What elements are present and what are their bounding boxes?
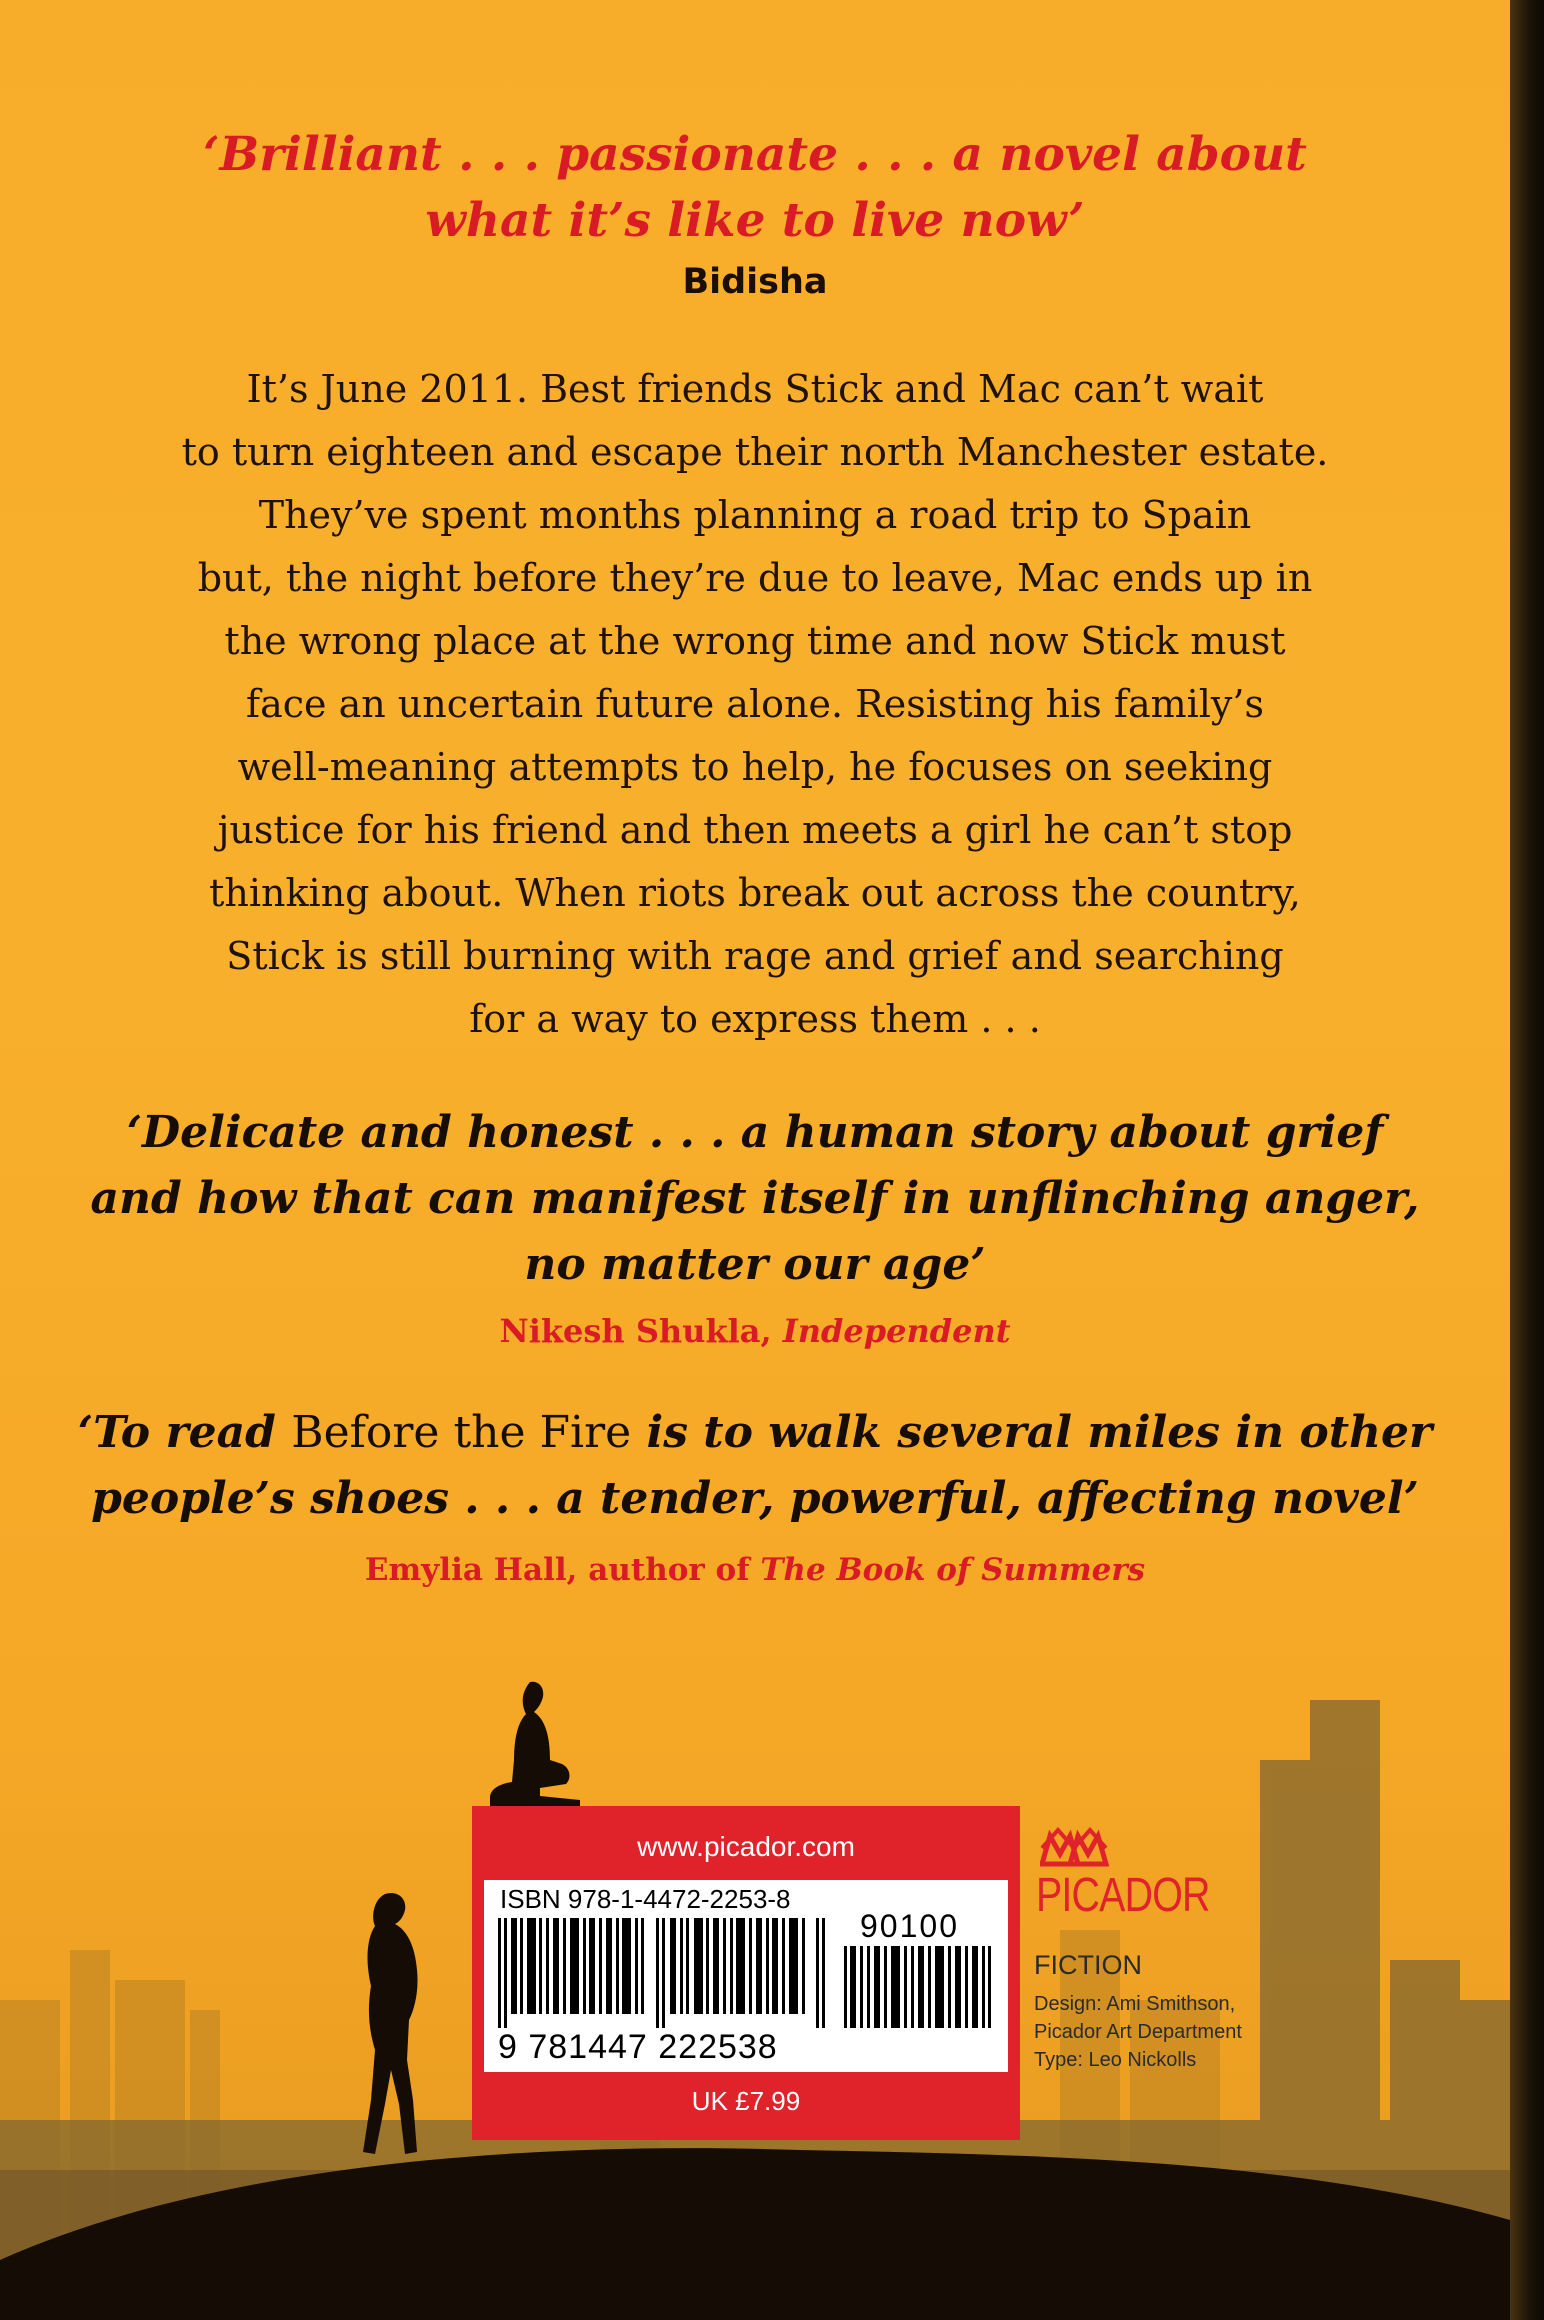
barcode-addon-number: 90100 [860, 1908, 959, 1944]
quote-top [0, 122, 1510, 254]
quote-bottom-line [0, 1400, 1510, 1466]
credit-line: Picador Art Department [1034, 2021, 1242, 2043]
ean-number: 9 781447 222538 [498, 2028, 778, 2066]
addon-barcode [844, 1946, 994, 2028]
book-blurb [120, 358, 1390, 1051]
quote-top-attribution: Bidisha [682, 262, 828, 302]
quote-bottom [0, 1400, 1510, 1532]
credit-line: Design: Ami Smithson, [1034, 1993, 1236, 2015]
picador-logo-icon [1040, 1824, 1110, 1870]
attribution-name: Emylia Hall, author of [364, 1552, 761, 1588]
blurb-line: They’ve spent months planning a road trip to Spain [258, 493, 1252, 537]
publisher-url: www.picador.com [484, 1818, 1008, 1880]
quote-middle-attribution [0, 1312, 1510, 1350]
quote-middle-line: no matter our age’ [524, 1239, 986, 1290]
book-title-mention: Before the Fire [291, 1407, 632, 1458]
quote-bottom-line: people’s shoes . . . a tender, powerful, affecting novel’ [91, 1473, 1419, 1524]
sitting-figure-silhouette [470, 1676, 580, 1808]
barcode-panel [472, 1806, 1020, 2140]
blurb-line: Stick is still burning with rage and grief and searching [226, 934, 1284, 978]
blurb-line: justice for his friend and then meets a girl he can’t stop [217, 808, 1293, 852]
design-credits [1034, 1990, 1242, 2074]
quote-middle-line: ‘Delicate and honest . . . a human story about grief [126, 1107, 1384, 1158]
blurb-line: thinking about. When riots break out across the country, [209, 871, 1301, 915]
quote-top-line: what it’s like to live now’ [425, 193, 1085, 248]
blurb-line: well-meaning attempts to help, he focuses on seeking [237, 745, 1273, 789]
price-label: UK £7.99 [484, 2072, 1008, 2128]
quote-text: ‘To read [77, 1407, 292, 1458]
isbn-label: ISBN 978-1-4472-2253-8 [500, 1884, 791, 1914]
quote-top-line: ‘Brilliant . . . passionate . . . a novel about [203, 127, 1307, 182]
attribution-name: Nikesh Shukla, [499, 1312, 783, 1350]
quote-bottom-attribution [0, 1552, 1510, 1588]
blurb-line: for a way to express them . . . [469, 997, 1041, 1041]
attribution-source: Independent [782, 1312, 1011, 1350]
credit-line: Type: Leo Nickolls [1034, 2049, 1197, 2071]
standing-figure-silhouette [345, 1890, 445, 2160]
quote-middle-line: and how that can manifest itself in unflinching anger, [90, 1173, 1420, 1224]
ean-barcode [498, 1918, 828, 2028]
category-label: FICTION [1034, 1950, 1142, 1980]
blurb-line: It’s June 2011. Best friends Stick and Mac can’t wait [246, 367, 1264, 411]
blurb-line: the wrong place at the wrong time and now Stick must [224, 619, 1286, 663]
quote-middle [0, 1100, 1510, 1298]
blurb-line: to turn eighteen and escape their north Manchester estate. [181, 430, 1329, 474]
quote-text: is to walk several miles in other [631, 1407, 1433, 1458]
blurb-line: but, the night before they’re due to leave, Mac ends up in [197, 556, 1313, 600]
scan-edge-shadow [1510, 0, 1544, 2320]
blurb-line: face an uncertain future alone. Resisting his family’s [246, 682, 1264, 726]
attribution-source: The Book of Summers [760, 1552, 1146, 1588]
publisher-name: PICADOR [1036, 1869, 1210, 1922]
